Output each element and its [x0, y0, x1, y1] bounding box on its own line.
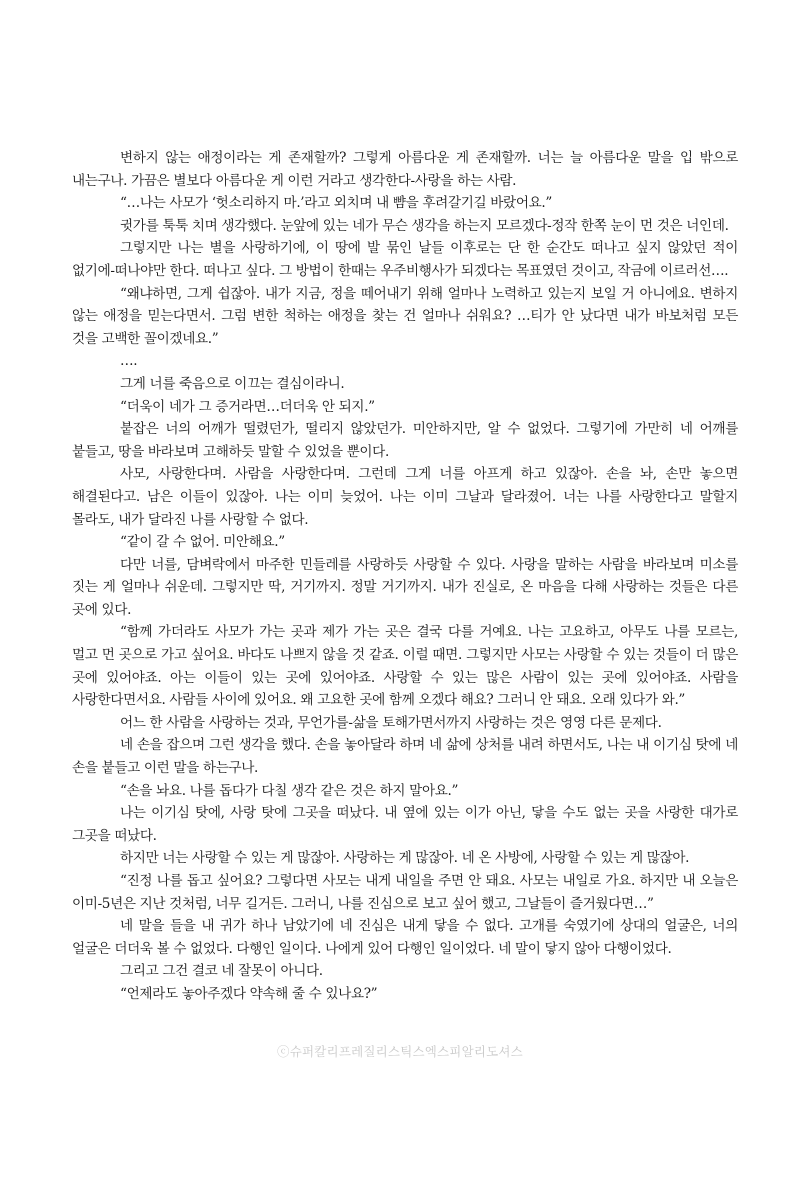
paragraph: 어느 한 사람을 사랑하는 것과, 무언가를-삶을 토해가면서까지 사랑하는 것은 영영 다른 문제다.	[120, 714, 662, 731]
paragraph: 붙잡은 너의 어깨가 떨렸던가, 떨리지 않았던가. 미안하지만, 알 수 없었다. 그렇기에 가만히 네 어깨를 붙들고, 땅을 바라보며 고해하듯 말할 수 있었을 뿐이다.	[72, 421, 738, 460]
paragraph: 다만 너를, 담벼락에서 마주한 민들레를 사랑하듯 사랑할 수 있다. 사랑을 말하는 사람을 바라보며 미소를 짓는 게 얼마나 쉬운데. 그렇지만 딱, 거기까지. 정말 거기까지. 내가 진실로, 온 마음을 다해 사랑하는 것들은 다른 곳에 있다.	[72, 556, 738, 618]
paragraph: 귓가를 툭툭 치며 생각했다. 눈앞에 있는 네가 무슨 생각을 하는지 모르겠다-정작 한쪽 눈이 먼 것은 너인데.	[120, 217, 729, 234]
paragraph: 변하지 않는 애정이라는 게 존재할까? 그렇게 아름다운 게 존재할까. 너는 늘 아름다운 말을 입 밖으로 내는구나. 가끔은 별보다 아름다운 게 이런 거라고 생각한다-사랑을 하는 사람.	[72, 150, 738, 189]
paragraph: “손을 놔요. 나를 돕다가 다칠 생각 같은 것은 하지 말아요.”	[120, 782, 459, 799]
paragraph: 그렇지만 나는 별을 사랑하기에, 이 땅에 발 묶인 날들 이후로는 단 한 순간도 떠나고 싶지 않았던 적이 없기에-떠나야만 한다. 떠나고 싶다. 그 방법이 한때는 우주비행사가 되겠다는 목표였던 것이고, 작금에 이르러선….	[72, 240, 738, 279]
paragraph: “더욱이 네가 그 증거라면…더더욱 안 되지.”	[120, 398, 375, 415]
paragraph: “…나는 사모가 ‘헛소리하지 마.’라고 외치며 내 뺨을 후려갈기길 바랐어요.”	[120, 195, 552, 212]
paragraph: 하지만 너는 사랑할 수 있는 게 많잖아. 사랑하는 게 많잖아. 네 온 사방에, 사랑할 수 있는 게 많잖아.	[120, 850, 690, 867]
paragraph: ….	[120, 353, 138, 370]
paragraph: 그리고 그건 결코 네 잘못이 아니다.	[120, 963, 323, 980]
text-body	[72, 147, 738, 1006]
paragraph: “진정 나를 돕고 싶어요? 그렇다면 사모는 내게 내일을 주면 안 돼요. 사모는 내일로 가요. 하지만 내 오늘은 이미-5년은 지난 것처럼, 너무 길거든. 그러니, 나를 진심으로 보고 싶어 했고, 그날들이 즐거웠다면…”	[72, 873, 738, 912]
paragraph: “왜냐하면, 그게 쉽잖아. 내가 지금, 정을 떼어내기 위해 얼마나 노력하고 있는지 보일 거 아니에요. 변하지 않는 애정을 믿는다면서. 그럼 변한 척하는 애정을 찾는 건 얼마나 쉬워요? …티가 안 났다면 내가 바보처럼 모든 것을 고백한 꼴이겠네요.”	[72, 285, 738, 347]
paragraph: 사모, 사랑한다며. 사람을 사랑한다며. 그런데 그게 너를 아프게 하고 있잖아. 손을 놔, 손만 놓으면 해결된다고. 남은 이들이 있잖아. 나는 이미 늦었어. 나는 이미 그날과 달라졌어. 너는 나를 사랑한다고 말할지 몰라도, 내가 달라진 나를 사랑할 수 없다.	[72, 466, 738, 528]
paragraph: “함께 가더라도 사모가 가는 곳과 제가 가는 곳은 결국 다를 거예요. 나는 고요하고, 아무도 나를 모르는, 멀고 먼 곳으로 가고 싶어요. 바다도 나쁘지 않을 것 같죠. 이럴 때면. 그렇지만 사모는 사랑할 수 있는 것들이 더 많은 곳에 있어야죠. 아는 이들이 있는 곳에 있어야죠. 사랑할 수 있는 많은 사람이 있는 곳에 있어야죠. 사람을 사랑한다면서요. 사람들 사이에 있어요. 왜 고요한 곳에 함께 오겠다 해요? 그러니 안 돼요. 오래 있다가 와.”	[72, 624, 738, 709]
paragraph: 네 손을 잡으며 그런 생각을 했다. 손을 놓아달라 하며 네 삶에 상처를 내려 하면서도, 나는 내 이기심 탓에 네 손을 붙들고 이런 말을 하는구나.	[72, 737, 738, 777]
paragraph: “언제라도 놓아주겠다 약속해 줄 수 있나요?”	[120, 985, 378, 1002]
paragraph: 그게 너를 죽음으로 이끄는 결심이라니.	[120, 375, 345, 392]
paragraph: 네 말을 들을 내 귀가 하나 남았기에 네 진심은 내게 닿을 수 없다. 고개를 숙였기에 상대의 얼굴은, 너의 얼굴은 더더욱 볼 수 없었다. 다행인 일이다. 나에게 있어 다행인 일이었다. 네 말이 닿지 않아 다행이었다.	[72, 918, 738, 957]
copyright-footer: ⓒ슈퍼칼리프레질리스틱스엑스피알리도셔스	[277, 1044, 523, 1059]
paragraph: 나는 이기심 탓에, 사랑 탓에 그곳을 떠났다. 내 옆에 있는 이가 아닌, 닿을 수도 없는 곳을 사랑한 대가로 그곳을 떠났다.	[72, 805, 738, 844]
paragraph: “같이 갈 수 없어. 미안해요.”	[120, 534, 285, 551]
